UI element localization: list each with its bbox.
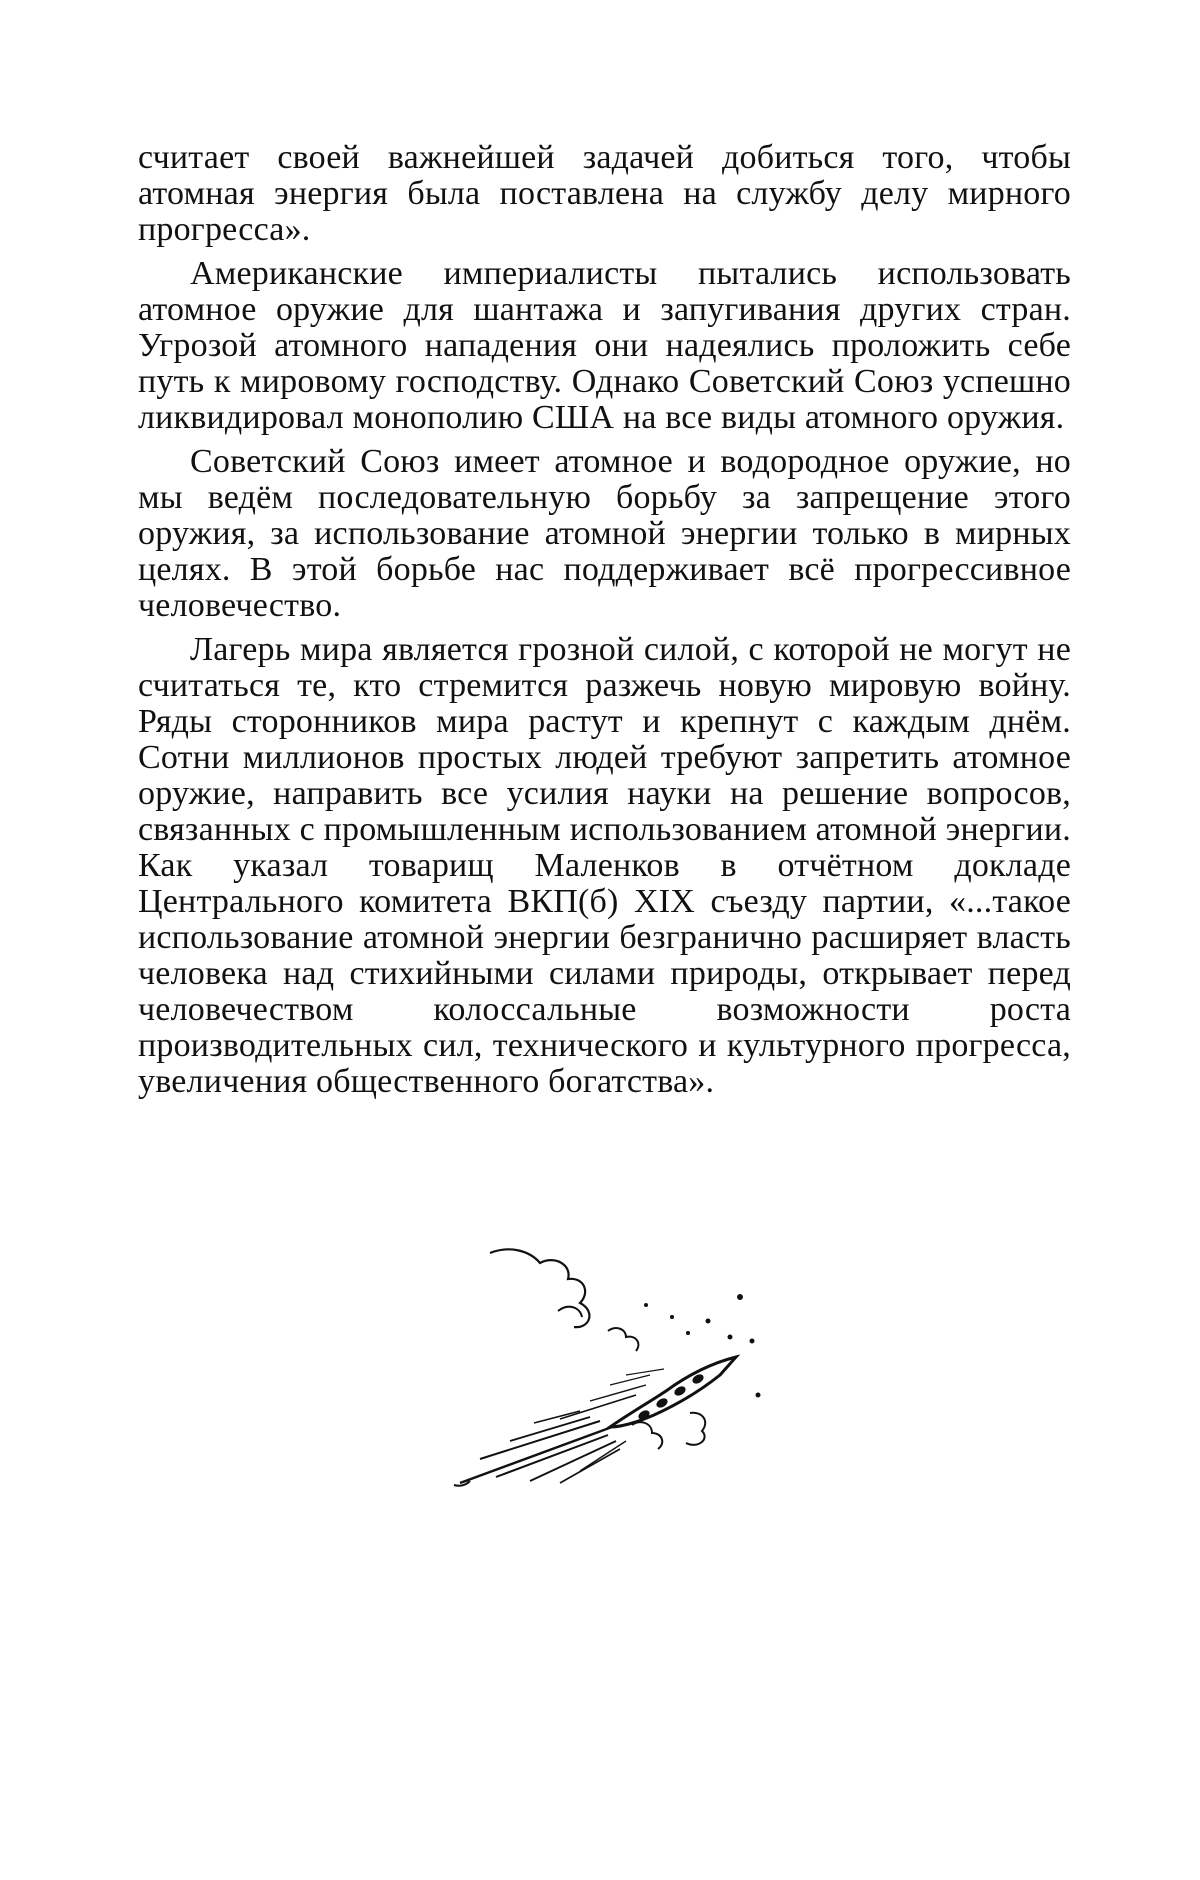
rocket-icon bbox=[440, 1245, 780, 1505]
paragraph: считает своей важнейшей задачей добиться того, чтобы атомная энергия была поставлена на службу делу мирного прогресса». bbox=[138, 140, 1071, 248]
book-page bbox=[0, 0, 1200, 1880]
paragraph: Лагерь мира является грозной силой, с которой не могут не считаться те, кто стремится разжечь новую мировую войну. Ряды сторонников мира растут и крепнут с каждым днём. Сотни миллионов простых людей требуют запретить атомное оружие, направить все усилия науки на решение вопросов, связанных с промышленным использованием атомной энергии. Как указал товарищ Маленков в отчётном докладе Центрального комитета ВКП(б) XIX съезду партии, «...такое использование атомной энергии безгранично расширяет власть человека над стихийными силами природы, открывает перед человечеством колоссальные возможности роста производительных сил, технического и культурного прогресса, увеличения общественного богатства». bbox=[138, 632, 1071, 1100]
paragraph: Американские империалисты пытались использовать атомное оружие для шантажа и запугивания других стран. Угрозой атомного нападения они надеялись проложить себе путь к мировому господству. Однако Советский Союз успешно ликвидировал монополию США на все виды атомного оружия. bbox=[138, 256, 1071, 436]
paragraph: Советский Союз имеет атомное и водородное оружие, но мы ведём последовательную борьбу за запрещение этого оружия, за использование атомной энергии только в мирных целях. В этой борьбе нас поддерживает всё прогрессивное человечество. bbox=[138, 444, 1071, 624]
text-block bbox=[138, 140, 1071, 1108]
